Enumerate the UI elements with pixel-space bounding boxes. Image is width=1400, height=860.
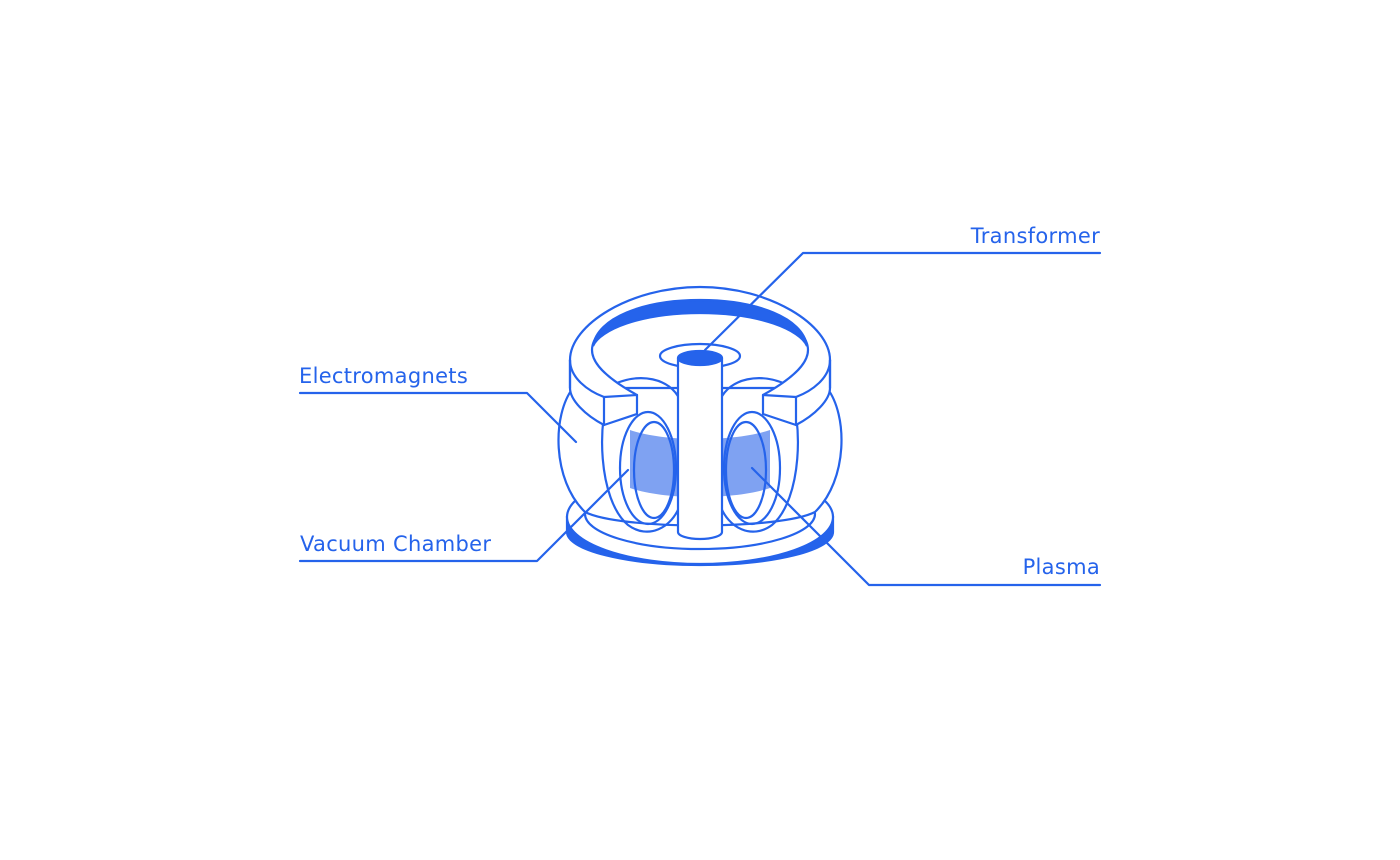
vacuum-chamber-label: Vacuum Chamber <box>300 532 492 556</box>
electromagnets-leader <box>300 393 576 442</box>
transformer-label: Transformer <box>970 224 1100 248</box>
electromagnets-label: Electromagnets <box>299 364 469 388</box>
plasma-label: Plasma <box>1022 555 1100 579</box>
